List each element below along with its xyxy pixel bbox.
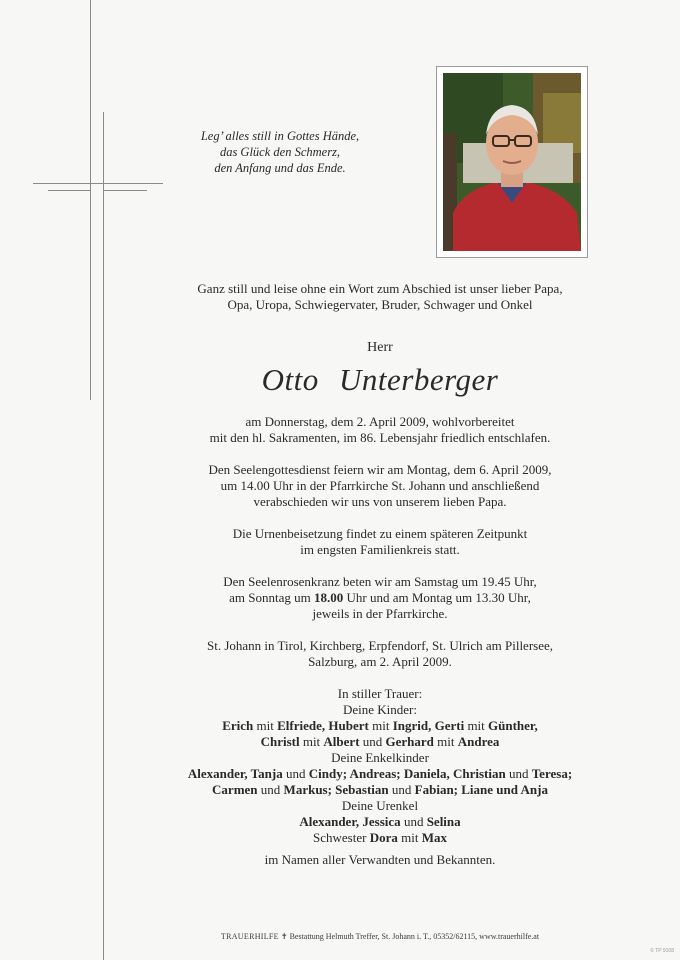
last-name: Unterberger [339,362,499,397]
salutation: Herr [367,340,393,355]
intro-line: Ganz still und leise ohne ein Wort zum Abschied ist unser lieber Papa, [197,281,563,296]
rosary-line: jeweils in der Pfarrkirche. [312,606,448,621]
first-name: Otto [261,362,319,397]
grandchildren-names: Carmen und Markus; Sebastian und Fabian; Liane und Anja [212,782,548,797]
urn-line: im engsten Familienkreis statt. [300,542,460,557]
intro-line: Opa, Uropa, Schwiegervater, Bruder, Schwager und Onkel [227,297,533,312]
footer [120,932,640,941]
rosary-line: Den Seelenrosenkranz beten wir am Samstag um 19.45 Uhr, [223,574,537,589]
motto-line: den Anfang und das Ende. [214,161,346,175]
cross-vertical-line-2 [103,112,104,960]
place-line: Salzburg, am 2. April 2009. [308,654,452,669]
death-line: am Donnerstag, dem 2. April 2009, wohlvorbereitet [245,414,515,429]
motto-verse [160,128,400,176]
great-grandchildren-label: Deine Urenkel [341,798,419,813]
children-names: Christl mit Albert und Gerhard mit Andrea [260,734,500,749]
cross-icon: ✝ [280,932,288,941]
cross-horizontal-line-2 [48,190,91,191]
footer-text: Bestattung Helmuth Treffer, St. Johann i. T., 05352/62115, www.trauerhilfe.at [289,932,540,941]
mass-line: verabschieden wir uns von unserem lieben Papa. [253,494,507,509]
copyright-mark: © TP 9108 [650,948,674,954]
mourning-header: In stiller Trauer: [337,686,423,701]
mass-line: um 14.00 Uhr in der Pfarrkirche St. Johann und anschließend [220,478,540,493]
closing-line: im Namen aller Verwandten und Bekannten. [264,852,496,867]
cross-vertical-line [90,0,91,400]
portrait-frame [436,66,588,258]
grandchildren-names: Alexander, Tanja und Cindy; Andreas; Daniela, Christian und Teresa; [187,766,573,781]
children-names: Erich mit Elfriede, Hubert mit Ingrid, Gerti mit Günther, [222,718,538,733]
mass-line: Den Seelengottesdienst feiern wir am Montag, dem 6. April 2009, [208,462,552,477]
cross-horizontal-line [33,183,163,184]
urn-line: Die Urnenbeisetzung findet zu einem späteren Zeitpunkt [232,526,528,541]
deceased-name [120,362,640,398]
motto-line: das Glück den Schmerz, [219,145,341,159]
motto-line: Leg’ alles still in Gottes Hände, [200,129,360,143]
sister-line: Schwester Dora mit Max [313,830,447,845]
grandchildren-label: Deine Enkelkinder [331,750,429,765]
cross-horizontal-line-3 [104,190,147,191]
great-grandchildren-names: Alexander, Jessica und Selina [299,814,461,829]
rosary-line: am Sonntag um 18.00 Uhr und am Montag um 13.30 Uhr, [229,590,531,605]
main-text [120,281,640,868]
footer-brand: TRAUERHILFE [220,932,279,941]
portrait-photo [443,73,581,251]
place-line: St. Johann in Tirol, Kirchberg, Erpfendorf, St. Ulrich am Pillersee, [206,638,554,653]
death-line: mit den hl. Sakramenten, im 86. Lebensjahr friedlich entschlafen. [209,430,551,445]
children-label: Deine Kinder: [342,702,417,717]
